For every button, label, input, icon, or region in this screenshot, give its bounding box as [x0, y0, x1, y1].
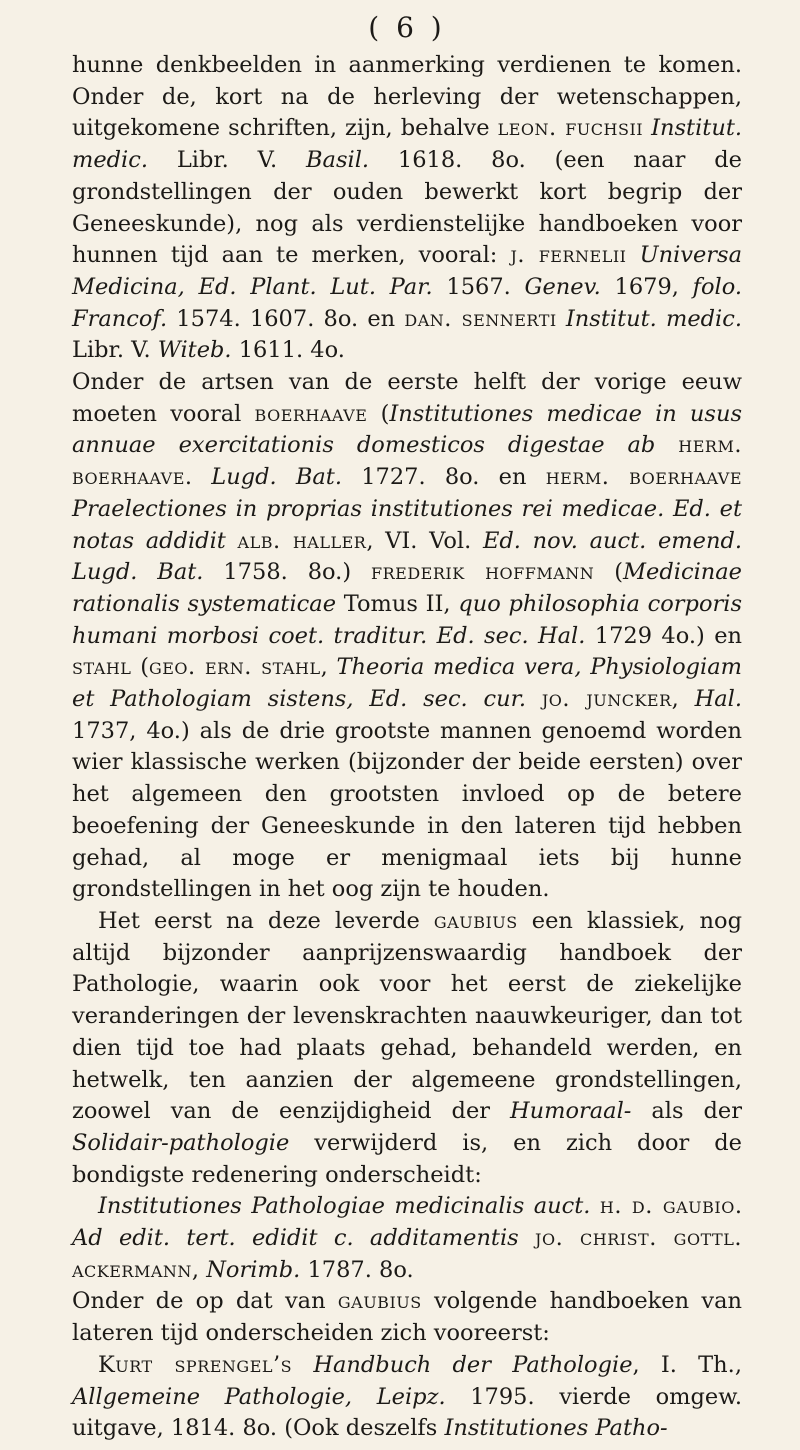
text-run: 1729 4o.) en: [585, 622, 743, 649]
text-run: ,: [671, 686, 695, 713]
paragraph: [72, 906, 742, 1191]
text-run: [643, 115, 651, 141]
text-run: 1611. 4o.: [231, 337, 345, 364]
author-name: jo. juncker: [541, 686, 672, 713]
text-run: 1567.: [432, 273, 525, 300]
italic-title: Institut. medic.: [72, 115, 743, 174]
text-run: volgende handboeken van lateren tijd onderscheiden zich vooreerst:: [72, 1288, 742, 1347]
author-name: frederik hoffmann: [371, 559, 595, 586]
italic-title: Witeb.: [157, 337, 232, 364]
italic-title: Genev.: [524, 273, 601, 300]
italic-title: Ad edit. tert. edidit c. additamentis: [72, 1225, 519, 1252]
italic-title: folo. Francof.: [72, 273, 743, 332]
text-run: Tomus II,: [336, 590, 459, 617]
author-name: Kurt sprengel’s: [98, 1351, 293, 1378]
author-name: stahl: [72, 654, 132, 681]
text-run: verwijderd is, en zich door de bondigste redenering onderscheidt:: [72, 1129, 742, 1188]
italic-title: Allgemeine Pathologie, Leipz.: [72, 1383, 446, 1410]
author-name: geo. ern. stahl: [148, 654, 321, 681]
italic-title: quo philosophia corporis humani morbosi coet. traditur. Ed. sec. Hal.: [72, 590, 742, 649]
italic-title: Institutiones Patho-: [444, 1415, 668, 1442]
text-run: 1795. vierde omgew. uitgave, 1814. 8o. (Ook deszelfs: [72, 1383, 742, 1442]
page-number: ( 6 ): [368, 11, 446, 44]
author-name: boerhaave: [254, 400, 368, 427]
paragraph: [72, 1286, 742, 1349]
text-run: [590, 1193, 599, 1219]
text-run: Onder de op dat van: [72, 1288, 338, 1315]
text-run: als der: [631, 1098, 743, 1125]
author-name: jo. christ. gottl. ackermann: [72, 1225, 742, 1283]
italic-title: Institut. medic.: [565, 305, 743, 332]
author-name: alb. haller: [237, 527, 367, 554]
text-run: hunne denkbeelden in aanmerking verdienen te komen. Onder de, kort na de herleving der wetenschappen, uitgekomene schriften, zijn, behalve: [72, 52, 742, 142]
italic-title: Ed. nov. auct. emend. Lugd. Bat.: [72, 527, 742, 586]
text-run: 1787. 8o.: [300, 1256, 414, 1283]
text-run: [557, 306, 566, 332]
text-run: [292, 1352, 313, 1378]
author-name: h. d. gaubio: [599, 1193, 735, 1220]
text-run: een klassiek, nog altijd bijzonder aanprijzenswaardig handboek der Pathologie, waarin ook voor het eerst de ziekelijke veranderingen der levenskrachten naauwkeuriger, dan tot dien tijd toe had plaats gehad, behandeld werden, en hetwelk, ten aanzien der algemeene grondstellingen, zoowel van de eenzijdigheid der: [72, 907, 743, 1125]
italic-title: Institutiones Pathologiae medicinalis auct.: [98, 1193, 591, 1220]
italic-title: Lugd. Bat.: [211, 464, 343, 491]
text-run: , VI. Vol.: [366, 527, 483, 554]
text-run: (: [367, 400, 390, 427]
italic-title: Medicinae rationalis systematicae: [72, 559, 742, 617]
author-name: dan. sennerti: [404, 305, 557, 332]
text-run: ,: [191, 1256, 207, 1283]
italic-title: Praelectiones in proprias institutiones rei medicae. Ed. et notas addidit: [72, 495, 742, 554]
italic-title: Solidair-pathologie: [72, 1129, 290, 1156]
italic-title: Handbuch der Pathologie: [313, 1351, 633, 1378]
italic-title: Universa Medicina, Ed. Plant. Lut. Par.: [72, 242, 743, 300]
author-name: leon. fuchsii: [497, 115, 644, 142]
text-run: (: [594, 559, 624, 586]
text-run: (: [131, 654, 149, 681]
text-run: [526, 686, 542, 712]
text-run: Onder de artsen van de eerste helft der vorige eeuw moeten vooral: [72, 369, 742, 427]
text-run: Libr. V.: [148, 147, 306, 174]
italic-title: Humoraal-: [510, 1098, 632, 1125]
text-run: 1679,: [600, 273, 693, 300]
italic-title: Norimb.: [206, 1256, 301, 1283]
italic-title: Basil.: [306, 147, 370, 174]
italic-title: Hal.: [694, 686, 743, 713]
text-run: [226, 528, 238, 554]
text-run: [519, 1225, 535, 1251]
italic-title: Theoria medica vera, Physiologiam et Pathologiam sistens, Ed. sec. cur.: [72, 654, 742, 713]
text-run: 1727. 8o. en: [342, 464, 546, 491]
author-name: herm. boerhaave: [72, 432, 743, 491]
text-run: .: [184, 464, 212, 491]
text-run: [626, 242, 639, 268]
author-name: j. fernelii: [510, 242, 627, 269]
text-run: , I. Th.,: [632, 1351, 742, 1378]
text-run: .: [734, 1193, 743, 1220]
paragraph: [72, 367, 742, 906]
paragraph: [72, 1191, 742, 1286]
text-run: 1618. 8o. (een naar de grondstellingen der ouden bewerkt kort begrip der Geneeskunde), nog als verdienstelijke handboeken voor hunnen tijd aan te merken, vooral:: [72, 147, 742, 269]
author-name: gaubius: [337, 1288, 422, 1315]
italic-title: Institutiones medicae in usus annuae exercitationis domesticos digestae ab: [72, 400, 742, 459]
text-run: 1737, 4o.) als de drie grootste mannen genoemd worden wier klassische werken (bijzonder der beide eersten) over het algemeen den grootsten invloed op de betere beoefening der Geneeskunde in den lateren tijd hebben gehad, al moge er menigmaal iets bij hunne grondstellingen in het oog zijn te houden.: [72, 717, 742, 903]
text-run: [655, 432, 678, 458]
text-run: 1758. 8o.): [203, 559, 372, 586]
paragraph: [72, 1350, 742, 1445]
author-name: herm. boerhaave: [545, 464, 743, 491]
text-run: Libr. V.: [72, 337, 158, 364]
paragraph: [72, 50, 742, 367]
author-name: gaubius: [433, 907, 518, 934]
text-run: 1574. 1607. 8o. en: [167, 305, 405, 332]
body-text: [72, 50, 742, 1445]
text-run: Het eerst na deze leverde: [98, 907, 434, 934]
text-run: ,: [320, 654, 337, 681]
